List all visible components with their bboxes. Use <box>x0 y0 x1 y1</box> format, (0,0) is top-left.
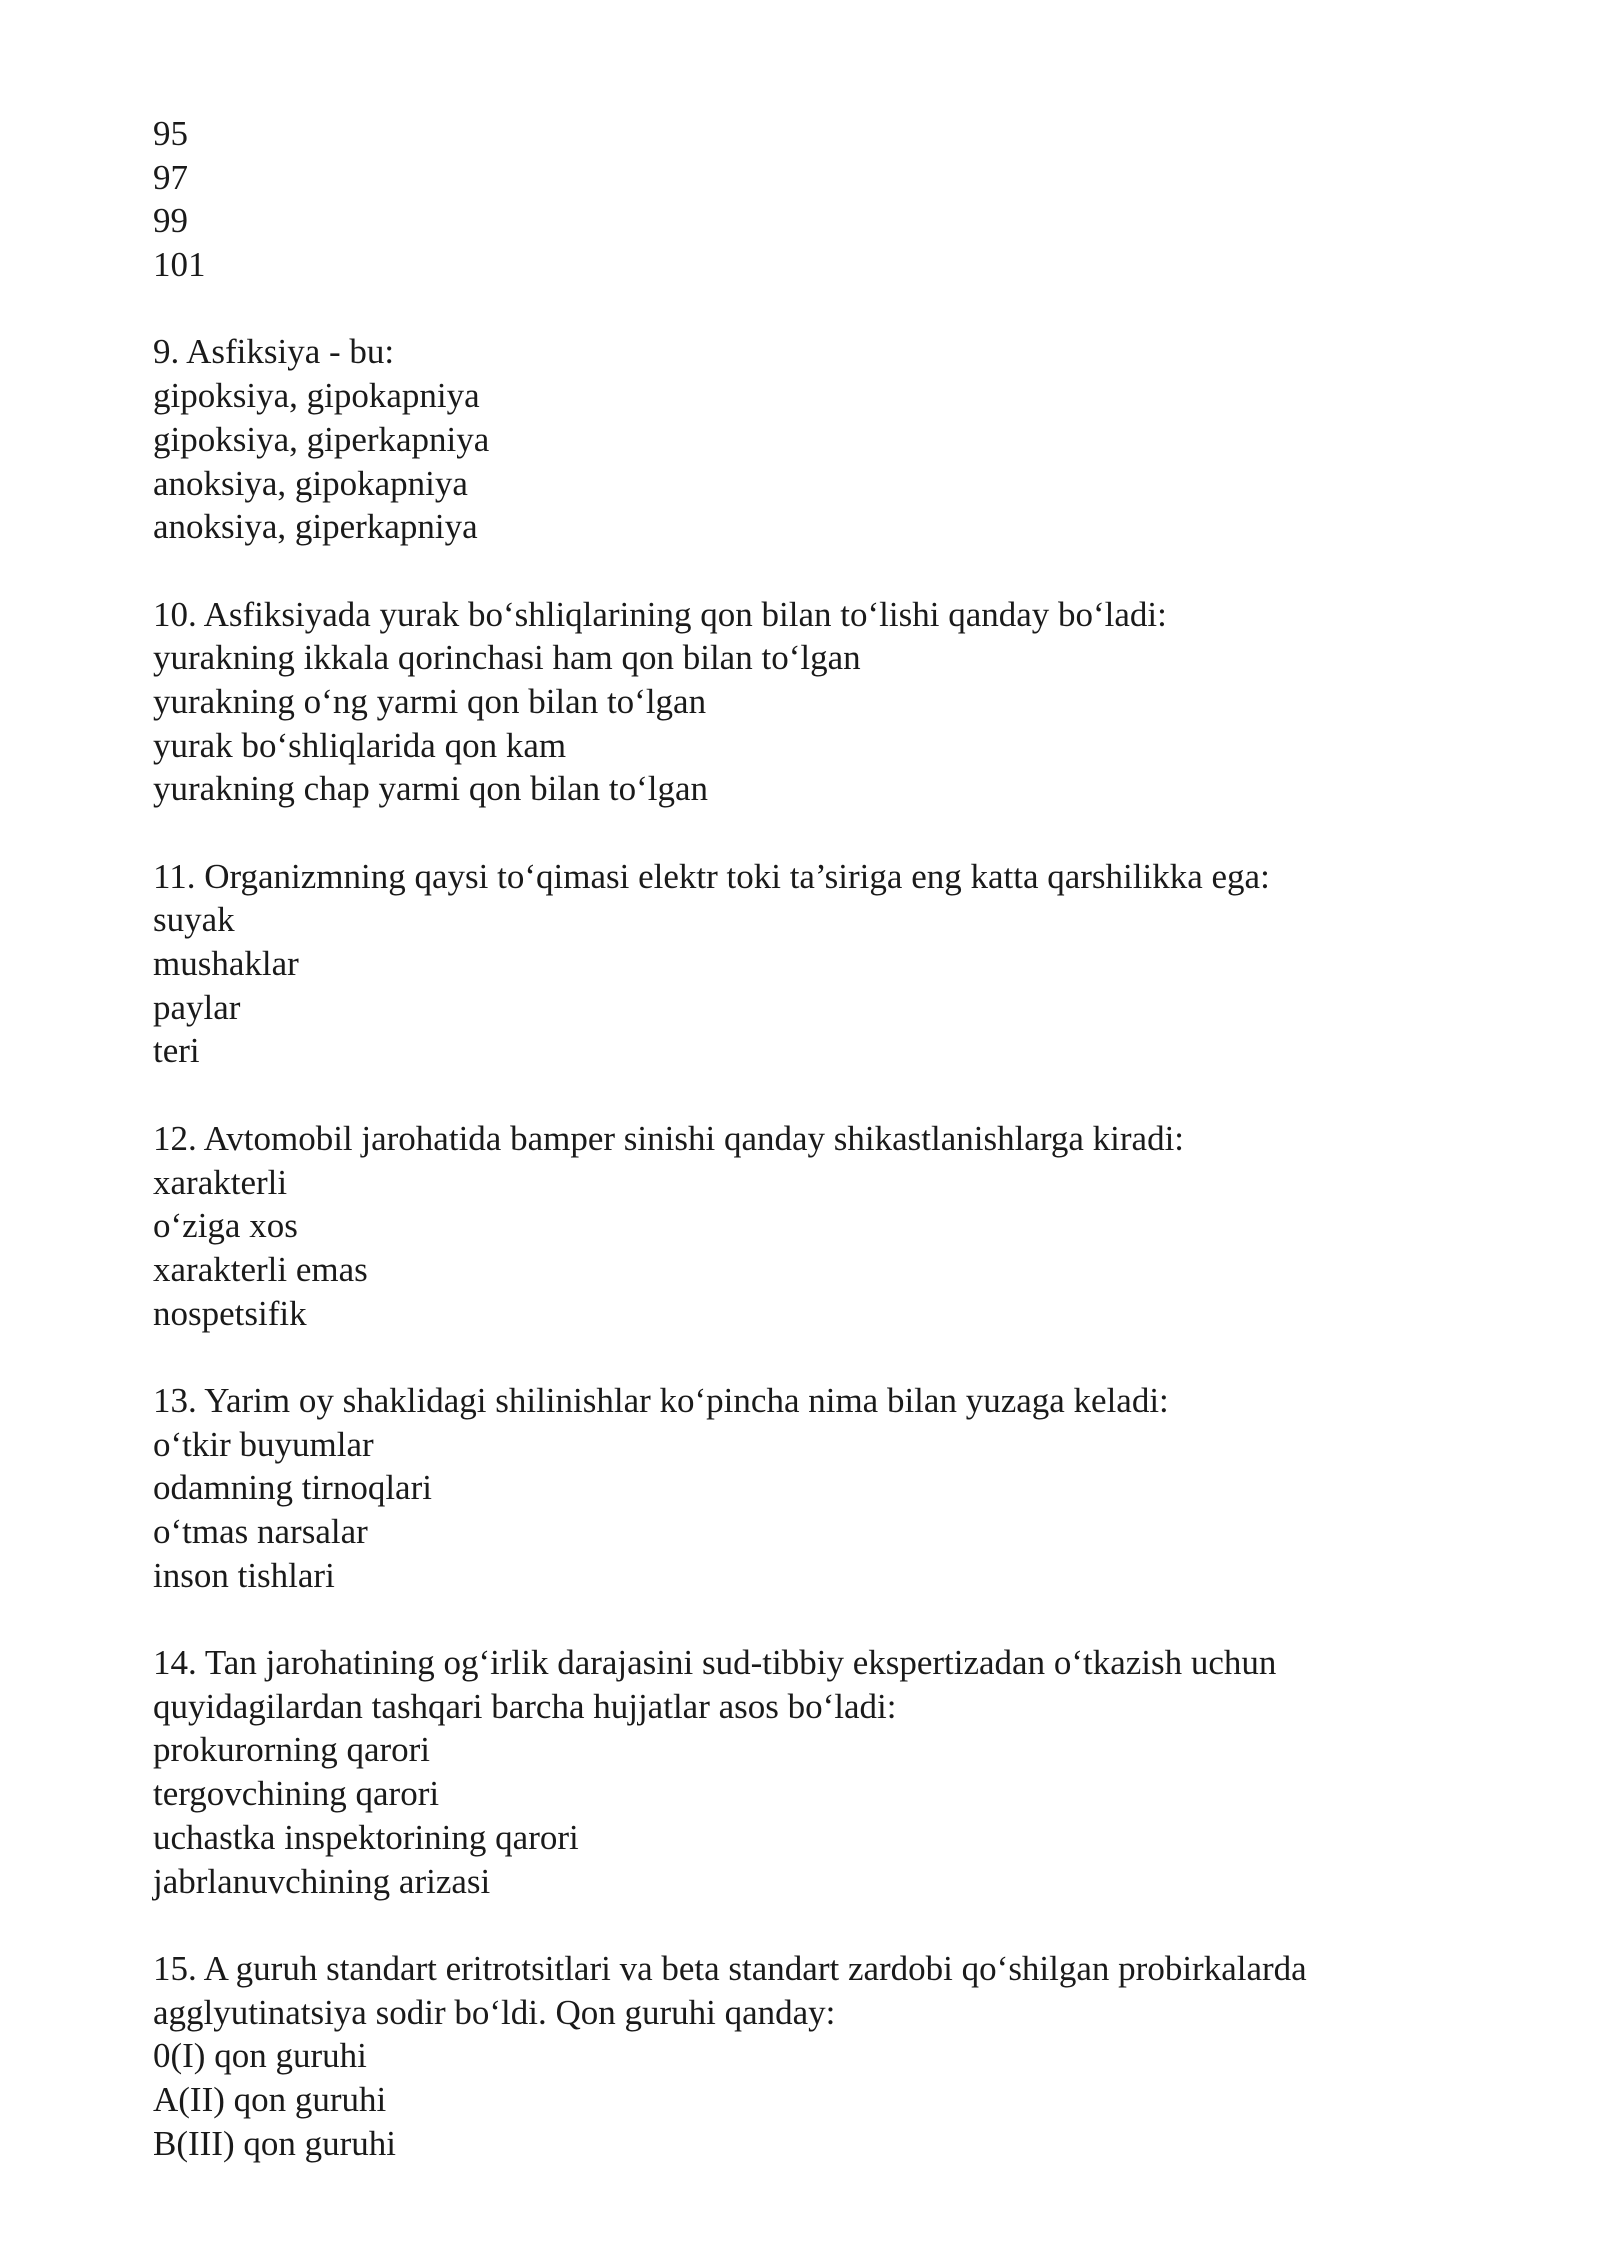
option-text: B(III) qon guruhi <box>153 2123 397 2163</box>
question-10 <box>153 593 1453 811</box>
option-text: o‘ziga xos <box>153 1206 298 1246</box>
option-text: yurakning chap yarmi qon bilan to‘lgan <box>153 769 708 809</box>
question-text: 10. Asfiksiyada yurak bo‘shliqlarining qon bilan to‘lishi qanday bo‘ladi: <box>153 594 1167 634</box>
question-9 <box>153 330 1453 548</box>
option-text: yurakning o‘ng yarmi qon bilan to‘lgan <box>153 681 707 721</box>
question-12 <box>153 1117 1453 1335</box>
option-text: A(II) qon guruhi <box>153 2079 387 2119</box>
question-13 <box>153 1379 1453 1597</box>
document-page <box>153 112 1453 2165</box>
option-text: 101 <box>153 245 206 285</box>
question-text: 9. Asfiksiya - bu: <box>153 332 395 372</box>
question-text: 14. Tan jarohatining og‘irlik darajasini sud-tibbiy ekspertizadan o‘tkazish uchun <box>153 1643 1277 1683</box>
option-text: anoksiya, gipokapniya <box>153 463 468 503</box>
option-text: tergovchining qarori <box>153 1774 440 1814</box>
option-text: anoksiya, giperkapniya <box>153 507 478 547</box>
option-text: yurak bo‘shliqlarida qon kam <box>153 725 567 765</box>
option-text: paylar <box>153 987 241 1027</box>
question-text: agglyutinatsiya sodir bo‘ldi. Qon guruhi qanday: <box>153 1992 836 2032</box>
option-text: teri <box>153 1031 200 1071</box>
option-text: 97 <box>153 157 188 197</box>
option-text: yurakning ikkala qorinchasi ham qon bilan to‘lgan <box>153 638 861 678</box>
question-text: quyidagilardan tashqari barcha hujjatlar asos bo‘ladi: <box>153 1686 897 1726</box>
question-text: 11. Organizmning qaysi to‘qimasi elektr toki ta’siriga eng katta qarshilikka ega: <box>153 856 1270 896</box>
question-14 <box>153 1641 1453 1903</box>
option-text: uchastka inspektorining qarori <box>153 1817 579 1857</box>
option-text: gipoksiya, giperkapniya <box>153 419 490 459</box>
question-11 <box>153 855 1453 1073</box>
question-text: 13. Yarim oy shaklidagi shilinishlar ko‘pincha nima bilan yuzaga keladi: <box>153 1380 1169 1420</box>
option-text: jabrlanuvchining arizasi <box>153 1861 491 1901</box>
option-text: odamning tirnoqlari <box>153 1468 432 1508</box>
option-text: nospetsifik <box>153 1293 307 1333</box>
option-text: o‘tkir buyumlar <box>153 1424 374 1464</box>
option-text: o‘tmas narsalar <box>153 1512 368 1551</box>
option-text: mushaklar <box>153 944 299 984</box>
option-text: gipoksiya, gipokapniya <box>153 376 480 416</box>
previous-question-options <box>153 112 1453 287</box>
option-text: 95 <box>153 114 188 153</box>
option-text: suyak <box>153 900 235 940</box>
question-text: 12. Avtomobil jarohatida bamper sinishi qanday shikastlanishlarga kiradi: <box>153 1118 1185 1158</box>
option-text: prokurorning qarori <box>153 1730 431 1770</box>
option-text: 99 <box>153 201 188 241</box>
option-text: 0(I) qon guruhi <box>153 2036 367 2076</box>
option-text: inson tishlari <box>153 1555 335 1595</box>
question-15 <box>153 1947 1453 2165</box>
option-text: xarakterli emas <box>153 1249 368 1289</box>
question-text: 15. A guruh standart eritrotsitlari va beta standart zardobi qo‘shilgan probirkalarda <box>153 1948 1307 1988</box>
option-text: xarakterli <box>153 1162 288 1202</box>
